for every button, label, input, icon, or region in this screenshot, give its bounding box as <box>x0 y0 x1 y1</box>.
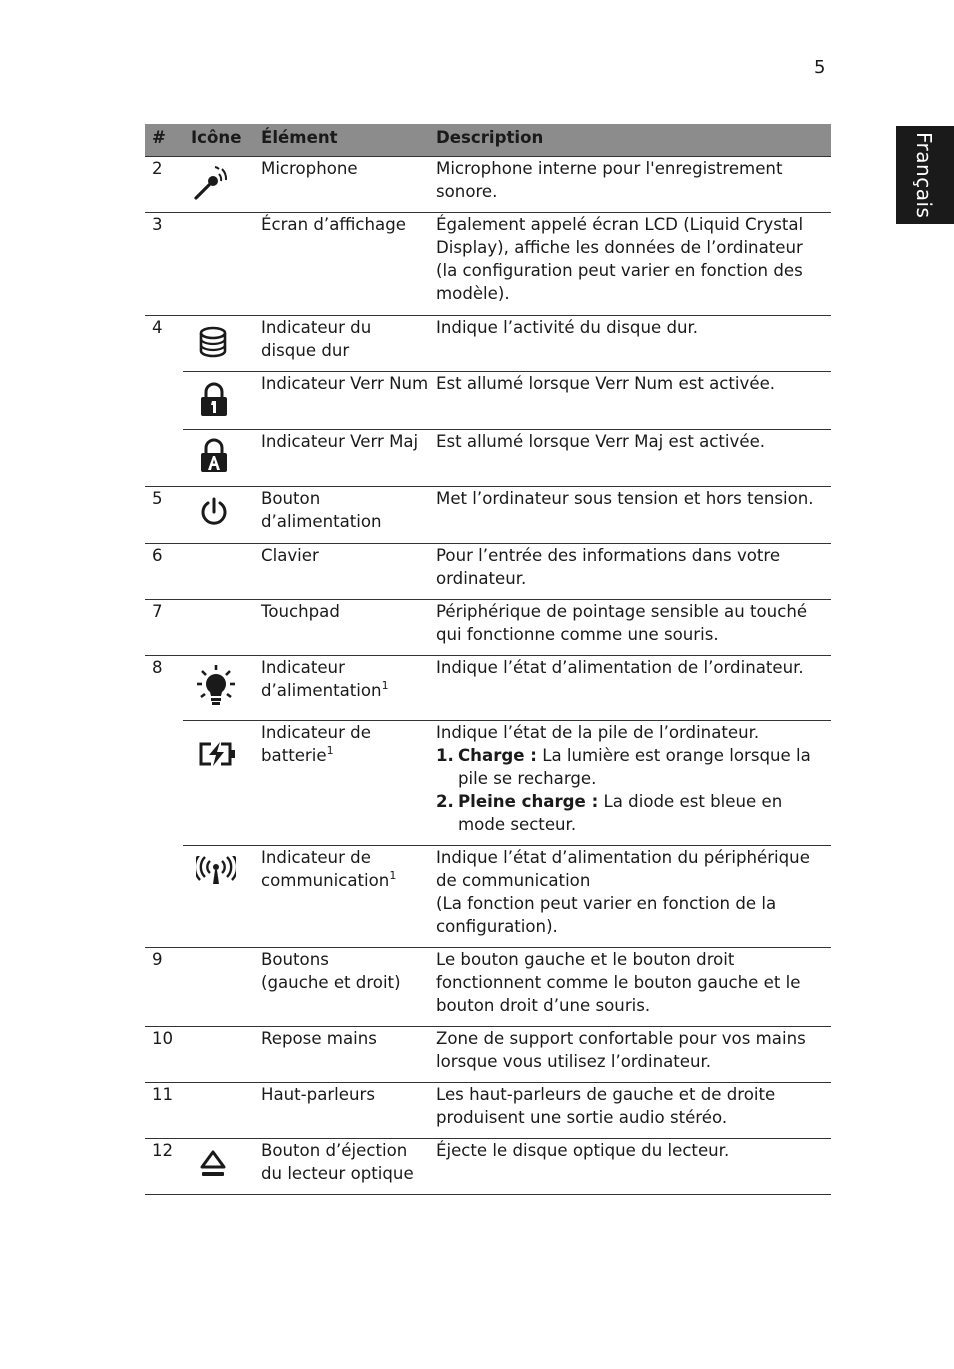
table-row <box>145 157 831 213</box>
row-description <box>436 846 828 938</box>
row-element: Touchpad <box>261 602 340 621</box>
row-description: Indique l’état d’alimentation de l’ordinateur. <box>436 658 804 677</box>
row-element: Écran d’affichage <box>261 215 406 234</box>
row-number: 5 <box>152 489 163 508</box>
row-element <box>261 846 429 892</box>
row-description: Pour l’entrée des informations dans votre ordinateur. <box>436 546 781 588</box>
language-tab-label: Français <box>912 132 936 219</box>
table-row <box>145 487 831 544</box>
row-description: Périphérique de pointage sensible au touché qui fonctionne comme une souris. <box>436 602 808 644</box>
table-row <box>145 213 831 316</box>
row-description: Zone de support confortable pour vos mains lorsque vous utilisez l’ordinateur. <box>436 1029 806 1071</box>
row-element: Repose mains <box>261 1029 377 1048</box>
row-description: Les haut-parleurs de gauche et de droite produisent une sortie audio stéréo. <box>436 1085 776 1127</box>
row-element: Bouton d’alimentation <box>261 489 382 531</box>
header-description: Description <box>436 128 544 147</box>
table-row <box>145 948 831 1027</box>
description-text: Indique l’état de la pile de l’ordinateur. <box>436 723 760 742</box>
list-number: 1. <box>436 746 454 765</box>
row-number: 10 <box>152 1029 174 1048</box>
row-description: Est allumé lorsque Verr Maj est activée. <box>436 432 766 451</box>
table-row <box>145 544 831 600</box>
row-element: Indicateur Verr Num <box>261 374 429 393</box>
row-element: Indicateur du disque dur <box>261 318 372 360</box>
component-table <box>145 124 831 1195</box>
eject-icon <box>199 1149 243 1181</box>
footnote-marker: 1 <box>326 744 334 757</box>
row-description: Est allumé lorsque Verr Num est activée. <box>436 374 776 393</box>
row-element: Clavier <box>261 546 319 565</box>
header-icon: Icône <box>191 128 242 147</box>
table-row <box>145 316 831 372</box>
battery-status-list <box>436 744 828 836</box>
caps-lock-icon <box>199 438 243 474</box>
description-text: Indique l’état d’alimentation du périphérique de communication <box>436 848 810 890</box>
table-row <box>145 430 831 487</box>
list-term: Pleine charge : <box>458 792 599 811</box>
power-indicator-icon <box>195 664 239 710</box>
row-description: Le bouton gauche et le bouton droit fonctionnent comme le bouton gauche et le bouton droit d’une souris. <box>436 950 801 1015</box>
table-row <box>145 846 831 948</box>
num-lock-icon <box>199 382 243 418</box>
table-row <box>145 372 831 430</box>
element-text: Indicateur de batterie <box>261 723 371 765</box>
table-row <box>145 721 831 846</box>
footnote-marker: 1 <box>389 869 397 882</box>
row-number: 12 <box>152 1141 174 1160</box>
row-element: Bouton d’éjection du lecteur optique <box>261 1141 414 1183</box>
description-note: (La fonction peut varier en fonction de la configuration). <box>436 894 777 936</box>
table-header <box>145 124 831 157</box>
row-number: 6 <box>152 546 163 565</box>
list-item <box>436 744 828 790</box>
row-description: Également appelé écran LCD (Liquid Crystal Display), affiche les données de l’ordinateur (la configuration peut varier en fonction des modèle). <box>436 215 804 303</box>
row-element <box>261 721 429 767</box>
element-text: Boutons <box>261 950 329 969</box>
wireless-icon <box>196 856 240 886</box>
row-element <box>261 656 429 702</box>
row-element: Microphone <box>261 159 358 178</box>
row-number: 8 <box>152 658 163 677</box>
list-text: La lumière est orange lorsque la pile se recharge. <box>458 746 811 788</box>
row-element <box>261 948 429 994</box>
row-description <box>436 721 828 836</box>
element-note: (gauche et droit) <box>261 973 401 992</box>
row-description: Éjecte le disque optique du lecteur. <box>436 1141 730 1160</box>
list-term: Charge : <box>458 746 537 765</box>
table-row <box>145 1139 831 1195</box>
row-description: Indique l’activité du disque dur. <box>436 318 699 337</box>
power-icon <box>199 496 243 528</box>
table-row <box>145 600 831 656</box>
row-element: Indicateur Verr Maj <box>261 432 419 451</box>
element-text: Indicateur de communication <box>261 848 390 890</box>
language-tab <box>896 126 954 224</box>
header-num: # <box>152 128 166 147</box>
row-number: 4 <box>152 318 163 337</box>
battery-icon <box>197 741 241 767</box>
page-number: 5 <box>814 57 826 78</box>
list-number: 2. <box>436 792 454 811</box>
row-number: 9 <box>152 950 163 969</box>
table-row <box>145 656 831 721</box>
footnote-marker: 1 <box>381 679 389 692</box>
table-row <box>145 1083 831 1139</box>
table-row <box>145 1027 831 1083</box>
row-number: 3 <box>152 215 163 234</box>
header-element: Élément <box>261 128 338 147</box>
row-number: 11 <box>152 1085 174 1104</box>
row-description: Microphone interne pour l'enregistrement sonore. <box>436 159 783 201</box>
row-element: Haut-parleurs <box>261 1085 375 1104</box>
list-text: La diode est bleue en mode secteur. <box>458 792 783 834</box>
row-number: 7 <box>152 602 163 621</box>
element-text: Indicateur d’alimentation <box>261 658 382 700</box>
microphone-icon <box>193 161 237 201</box>
hdd-icon <box>197 326 241 360</box>
row-number: 2 <box>152 159 163 178</box>
row-description: Met l’ordinateur sous tension et hors tension. <box>436 489 814 508</box>
list-item <box>436 790 828 836</box>
